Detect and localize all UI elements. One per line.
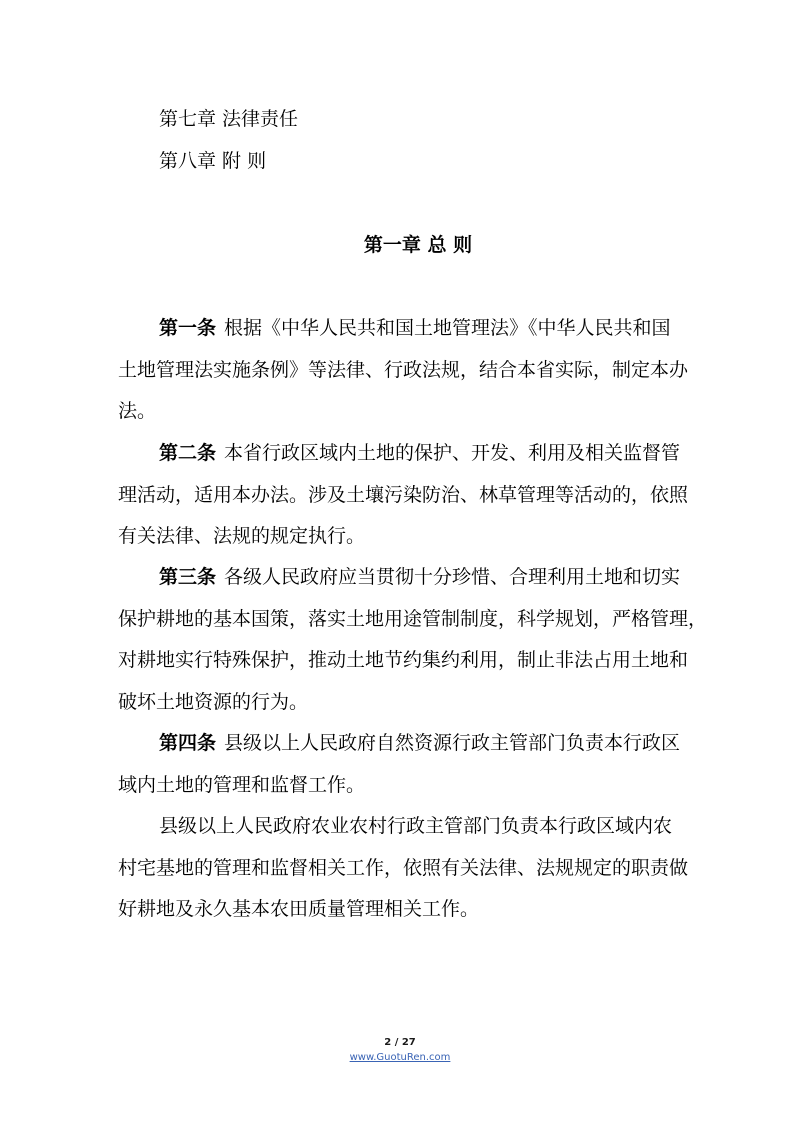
website-link[interactable]: www.GuotuRen.com — [349, 1052, 451, 1063]
article-1-text-1: 根据《中华人民共和国土地管理法》《中华人民共和国 — [224, 317, 671, 339]
article-4-paragraph-2 — [118, 806, 689, 931]
article-2 — [118, 433, 689, 558]
article-3-heading: 第三条 — [159, 566, 217, 588]
article-4-heading: 第四条 — [159, 732, 217, 754]
article-1-heading: 第一条 — [159, 317, 217, 339]
article-4-p2-line-2: 村宅基地的管理和监督相关工作，依照有关法律、法规规定的职责做 — [118, 856, 689, 879]
article-3-line-4: 破坏土地资源的行为。 — [118, 690, 309, 713]
toc-chapter-7: 第七章 法律责任 — [159, 108, 299, 130]
article-3-text-1: 各级人民政府应当贯彻十分珍惜、合理利用土地和切实 — [224, 566, 681, 588]
article-3 — [118, 557, 708, 723]
page-number: 2 / 27 — [384, 1037, 416, 1048]
article-4-p2-line-1: 县级以上人民政府农业农村行政主管部门负责本行政区域内农 — [159, 815, 673, 837]
article-3-line-3: 对耕地实行特殊保护，推动土地节约集约利用，制止非法占用土地和 — [118, 649, 689, 671]
article-3-line-1 — [118, 557, 686, 599]
article-1-line-3: 法。 — [118, 400, 157, 422]
article-1-line-2: 土地管理法实施条例》等法律、行政法规，结合本省实际，制定本办 — [118, 358, 689, 381]
article-3-line-2: 保护耕地的基本国策，落实土地用途管制制度，科学规划，严格管理， — [118, 607, 708, 630]
article-4 — [118, 723, 686, 806]
article-4-text-1: 县级以上人民政府自然资源行政主管部门负责本行政区 — [224, 732, 681, 754]
article-1 — [118, 308, 689, 433]
article-4-line-1 — [118, 723, 686, 765]
toc-chapter-8: 第八章 附 则 — [159, 150, 267, 172]
chapter-title: 第一章 总 则 — [363, 234, 473, 256]
article-2-heading: 第二条 — [159, 442, 217, 464]
article-4-line-2: 域内土地的管理和监督工作。 — [118, 773, 366, 796]
article-4-p2-line-3: 好耕地及永久基本农田质量管理相关工作。 — [118, 898, 480, 920]
article-2-line-3: 有关法律、法规的规定执行。 — [118, 525, 366, 547]
article-2-line-2: 理活动，适用本办法。涉及土壤污染防治、林草管理等活动的，依照 — [118, 483, 689, 506]
article-2-text-1: 本省行政区域内土地的保护、开发、利用及相关监督管 — [224, 442, 681, 464]
article-2-line-1 — [118, 433, 686, 475]
article-1-line-1 — [118, 308, 686, 350]
